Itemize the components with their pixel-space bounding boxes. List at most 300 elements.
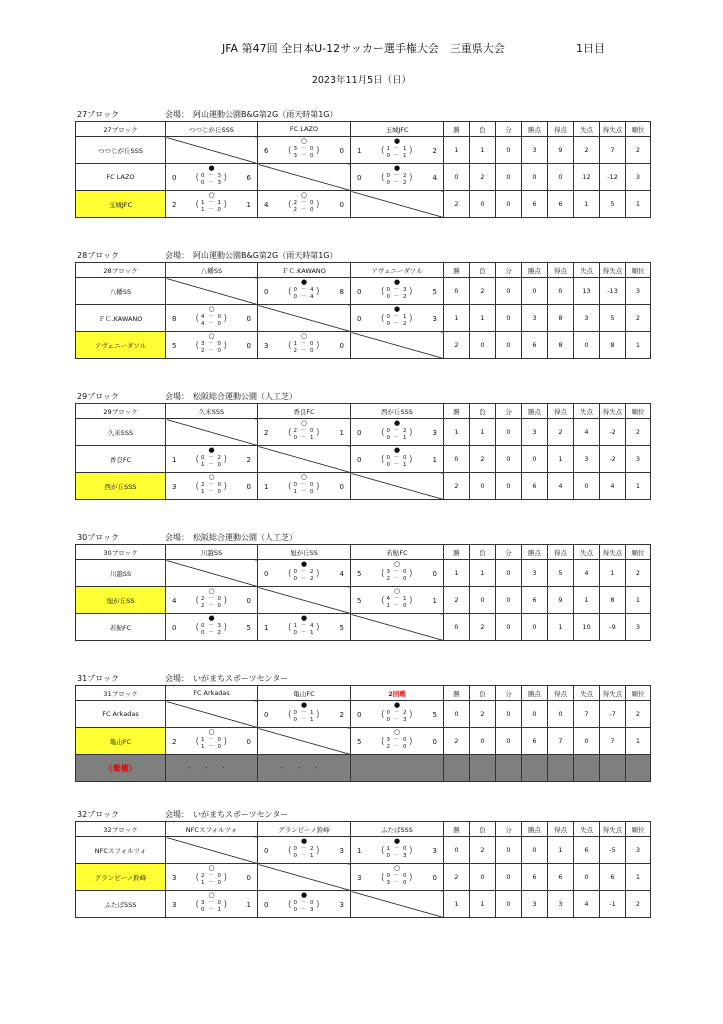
stat-value: 1 (470, 891, 496, 918)
result-mark: ● (208, 446, 215, 454)
stat-header: 勝点 (522, 545, 548, 560)
result-mark: ● (393, 278, 401, 286)
stat-value: 2 (470, 837, 496, 864)
stat-value: 9 (548, 587, 574, 614)
diagonal-cell (166, 137, 258, 164)
first-half-score: 2 － 0 (293, 428, 315, 434)
second-half-score: 0 － 1 (293, 717, 315, 723)
stat-header: 得失点 (600, 122, 626, 137)
team-header: つつじが丘SSS (166, 122, 258, 137)
stat-value: 2 (444, 332, 470, 359)
paren-close: ) (316, 846, 320, 856)
score-against: 0 (432, 874, 437, 882)
stat-value: 0 (574, 728, 600, 755)
stat-value (444, 755, 470, 782)
stat-value: 0 (548, 278, 574, 305)
diagonal-cell (258, 305, 351, 332)
paren-open: ( (195, 455, 200, 465)
stat-value: 1 (444, 305, 470, 332)
stat-value: 1 (626, 864, 651, 891)
score-for: 0 (357, 288, 362, 296)
stat-value: 1 (626, 191, 651, 218)
diagonal-cell (351, 755, 444, 782)
stat-header: 得点 (548, 545, 574, 560)
stat-header: 分 (496, 822, 522, 837)
stat-value: 0 (522, 701, 548, 728)
block-number: 27ブロック (77, 110, 120, 119)
team-name: アヴェニーダソル (76, 332, 166, 359)
stat-value: 13 (574, 278, 600, 305)
stat-header: 順位 (626, 686, 651, 701)
paren-close: ) (223, 873, 228, 883)
first-half-score: 3 － 0 (201, 341, 222, 347)
block-section (75, 389, 650, 500)
stat-value: 2 (626, 305, 651, 332)
stat-header: 得失点 (600, 822, 626, 837)
stat-value: 0 (444, 614, 470, 641)
stat-value: -12 (600, 164, 626, 191)
day-label: 1日目 (576, 42, 605, 55)
table-row (76, 728, 651, 755)
score-against: 4 (432, 174, 437, 182)
paren-close: ) (316, 569, 320, 579)
paren-close: ) (316, 200, 320, 210)
table-row (76, 837, 651, 864)
team-header: ＦＣ.KAWANO (258, 263, 351, 278)
second-half-score: 3 － 0 (386, 880, 408, 886)
paren-close: ) (223, 455, 228, 465)
table-row (76, 191, 651, 218)
stat-value: -5 (600, 837, 626, 864)
match-result-cell (351, 278, 444, 305)
match-result-cell (166, 446, 258, 473)
diagonal-cell (351, 473, 444, 500)
second-half-score: 0 － 1 (386, 153, 408, 159)
paren-open: ( (288, 710, 292, 720)
score-for: 3 (172, 901, 177, 909)
stat-value: 1 (626, 728, 651, 755)
diagonal-cell (351, 191, 444, 218)
score-against: 1 (432, 456, 437, 464)
paren-close: ) (223, 173, 228, 183)
first-half-score: 4 － 0 (201, 314, 222, 320)
stat-value: 1 (548, 614, 574, 641)
match-result-cell (166, 473, 258, 500)
stat-header: 負 (470, 822, 496, 837)
block-heading (75, 248, 650, 262)
block-venue: 会場： 阿山運動公園B&G第2G（雨天時第1G） (165, 110, 338, 119)
stat-value: -2 (600, 419, 626, 446)
team-name: 久米SSS (76, 419, 166, 446)
stat-header: 順位 (626, 263, 651, 278)
stat-value: 0 (522, 446, 548, 473)
stat-value: 1 (470, 419, 496, 446)
match-result-cell (166, 587, 258, 614)
team-name (76, 755, 166, 782)
score-for: 5 (172, 342, 177, 350)
match-result (351, 305, 443, 331)
score-for: 1 (264, 483, 269, 491)
stat-header: 分 (496, 686, 522, 701)
second-half-score: 2 － 0 (293, 207, 315, 213)
score-against: 1 (246, 901, 251, 909)
match-result (166, 191, 257, 217)
stat-value: 0 (496, 164, 522, 191)
team-header: アヴェニーダソル (351, 263, 444, 278)
team-name: NFCスフォルツォ (76, 837, 166, 864)
match-result-cell (351, 837, 444, 864)
team-name: つつじが丘SSS (76, 137, 166, 164)
stat-value: 2 (626, 419, 651, 446)
block-number: 29ブロック (77, 392, 120, 401)
block-number: 28ブロック (77, 251, 120, 260)
stat-header: 順位 (626, 404, 651, 419)
stat-value: 3 (574, 305, 600, 332)
stat-header: 失点 (574, 404, 600, 419)
stat-header: 得失点 (600, 686, 626, 701)
stat-value: 0 (522, 278, 548, 305)
block-name-header: 32ブロック (76, 822, 166, 837)
first-half-score: 0 － 2 (386, 428, 408, 434)
block-number: 32ブロック (77, 810, 120, 819)
stat-value: 12 (574, 164, 600, 191)
paren-open: ( (195, 596, 200, 606)
match-result-cell (258, 473, 351, 500)
result-mark: ● (300, 560, 308, 568)
diagonal-cell (351, 891, 444, 918)
result-mark: ● (393, 164, 401, 172)
score-for: 3 (264, 342, 269, 350)
first-half-score: 0 － 4 (293, 287, 315, 293)
paren-open: ( (381, 455, 385, 465)
result-mark: ● (300, 837, 308, 845)
team-header: 八幡SS (166, 263, 258, 278)
block-number: 30ブロック (77, 533, 120, 542)
stat-value: 0 (496, 891, 522, 918)
paren-close: ) (409, 737, 413, 747)
stat-header: 勝 (444, 122, 470, 137)
first-half-score: 0 － 0 (386, 455, 408, 461)
block-heading (75, 107, 650, 121)
stat-header: 分 (496, 263, 522, 278)
score-for: 5 (357, 597, 362, 605)
stat-value: 3 (574, 446, 600, 473)
first-half-score: 3 － 0 (386, 569, 408, 575)
stat-value: 2 (548, 419, 574, 446)
second-half-score: 2 － 0 (201, 348, 222, 354)
second-half-score: 1 － 0 (201, 744, 222, 750)
score-against: 0 (339, 483, 344, 491)
score-against: 5 (432, 288, 437, 296)
stat-value (548, 755, 574, 782)
paren-close: ) (409, 846, 413, 856)
diagonal-cell (166, 837, 258, 864)
score-for: 0 (264, 901, 269, 909)
match-result-cell (351, 587, 444, 614)
block-name-header: 28ブロック (76, 263, 166, 278)
match-result-cell (258, 278, 351, 305)
stat-value: 0 (470, 587, 496, 614)
first-half-score: 2 － 0 (293, 200, 315, 206)
stat-value: 3 (626, 278, 651, 305)
stat-value: 2 (444, 587, 470, 614)
score-against: 0 (339, 147, 344, 155)
diagonal-cell (166, 701, 258, 728)
block-section (75, 107, 650, 218)
stat-value: 1 (574, 587, 600, 614)
stat-header: 勝点 (522, 263, 548, 278)
result-mark: ● (393, 137, 401, 145)
paren-open: ( (195, 737, 200, 747)
team-name: 八幡SS (76, 278, 166, 305)
second-half-score: 0 － 3 (293, 907, 315, 913)
stat-value: 0 (548, 701, 574, 728)
tournament-title: JFA 第47回 全日本U-12サッカー選手権大会 三重県大会 (222, 42, 505, 55)
second-half-score: 0 － 2 (386, 321, 408, 327)
stat-value: 3 (522, 305, 548, 332)
paren-open: ( (195, 900, 200, 910)
stat-header: 得点 (548, 822, 574, 837)
result-mark: ○ (208, 728, 215, 736)
stat-value: 2 (626, 137, 651, 164)
standings-table (75, 685, 651, 782)
standings-table (75, 821, 651, 918)
withdrawn-cell (258, 755, 351, 782)
result-mark: ○ (300, 191, 308, 199)
first-half-score: 3 － 0 (386, 737, 408, 743)
score-for: 3 (357, 874, 362, 882)
stat-value: 1 (470, 305, 496, 332)
paren-open: ( (195, 173, 200, 183)
stat-header: 勝 (444, 404, 470, 419)
stat-header: 負 (470, 122, 496, 137)
team-name: FC LAZO (76, 164, 166, 191)
stat-value: 0 (496, 137, 522, 164)
score-against: 0 (246, 597, 251, 605)
stat-value: 6 (548, 864, 574, 891)
paren-close: ) (223, 900, 228, 910)
match-result (351, 864, 443, 890)
match-result (166, 587, 257, 613)
score-against: 3 (432, 429, 437, 437)
match-result-cell (258, 614, 351, 641)
stat-value: 1 (548, 446, 574, 473)
stat-header: 勝 (444, 822, 470, 837)
team-name: FC Arkadas (76, 701, 166, 728)
result-mark: ○ (393, 864, 401, 872)
match-result-cell (258, 560, 351, 587)
match-result-cell (166, 305, 258, 332)
stat-value: 0 (444, 446, 470, 473)
stat-header: 得点 (548, 404, 574, 419)
score-against: 3 (339, 847, 344, 855)
stat-value: 2 (626, 701, 651, 728)
paren-open: ( (288, 569, 292, 579)
stat-value: 8 (600, 587, 626, 614)
match-result-cell (351, 728, 444, 755)
score-against: 1 (246, 201, 251, 209)
diagonal-cell (166, 560, 258, 587)
score-against: 0 (246, 342, 251, 350)
paren-open: ( (288, 900, 292, 910)
match-result-cell (351, 419, 444, 446)
score-against: 8 (339, 288, 344, 296)
stat-value: 0 (470, 864, 496, 891)
team-name: ふたばSSS (76, 891, 166, 918)
match-result (258, 137, 350, 163)
stat-header: 失点 (574, 122, 600, 137)
second-half-score: 2 － 0 (293, 348, 315, 354)
stat-value: 0 (522, 614, 548, 641)
second-half-score: 1 － 0 (201, 880, 222, 886)
score-against: 5 (432, 711, 437, 719)
paren-close: ) (316, 428, 320, 438)
stat-value: 1 (548, 837, 574, 864)
stat-value: 9 (548, 137, 574, 164)
stat-value: 0 (522, 837, 548, 864)
table-row (76, 587, 651, 614)
paren-close: ) (316, 710, 320, 720)
stat-header: 失点 (574, 263, 600, 278)
paren-close: ) (409, 710, 413, 720)
stat-value: 3 (626, 164, 651, 191)
paren-open: ( (381, 569, 385, 579)
header-row (76, 545, 651, 560)
stat-header: 順位 (626, 122, 651, 137)
second-half-score: 1 － 0 (201, 489, 222, 495)
score-against: 3 (432, 315, 437, 323)
stat-value: 3 (522, 419, 548, 446)
stat-header: 順位 (626, 822, 651, 837)
stat-value: -1 (600, 891, 626, 918)
match-result-cell (258, 332, 351, 359)
diagonal-cell (166, 278, 258, 305)
table-row (76, 614, 651, 641)
score-for: 0 (172, 174, 177, 182)
stat-value: 7 (574, 701, 600, 728)
result-mark: ○ (208, 864, 215, 872)
team-header: 若鮎FC (351, 545, 444, 560)
score-against: 4 (339, 570, 344, 578)
header-row (76, 822, 651, 837)
team-name: 玉城JFC (76, 191, 166, 218)
first-half-score: 4 － 1 (386, 596, 408, 602)
stat-value: 1 (470, 137, 496, 164)
paren-open: ( (288, 846, 292, 856)
stat-value: 7 (600, 728, 626, 755)
match-result-cell (166, 891, 258, 918)
stat-value: 0 (496, 560, 522, 587)
score-for: 0 (357, 456, 362, 464)
second-half-score: 0 － 4 (293, 294, 315, 300)
standings-table (75, 544, 651, 641)
stat-value: 1 (626, 332, 651, 359)
stat-value (600, 755, 626, 782)
diagonal-cell (258, 728, 351, 755)
stat-value: 2 (470, 278, 496, 305)
stat-value: 3 (522, 891, 548, 918)
match-result-cell (166, 864, 258, 891)
first-half-score: 0 － 2 (386, 710, 408, 716)
paren-close: ) (316, 146, 320, 156)
stat-value: 0 (444, 701, 470, 728)
block-heading (75, 389, 650, 403)
match-result (258, 419, 350, 445)
result-mark: ● (393, 446, 401, 454)
stat-value: 5 (548, 560, 574, 587)
match-result (351, 587, 443, 613)
stat-value: 0 (496, 728, 522, 755)
table-row (76, 755, 651, 782)
score-for: 1 (357, 847, 362, 855)
paren-open: ( (195, 623, 200, 633)
stat-value: 6 (522, 864, 548, 891)
stat-value: 0 (496, 446, 522, 473)
stat-value: 6 (548, 191, 574, 218)
match-result (258, 701, 350, 727)
team-header: FC Arkadas (166, 686, 258, 701)
match-result-cell (351, 305, 444, 332)
match-result (351, 164, 443, 190)
stat-value: 1 (574, 191, 600, 218)
stat-value: 3 (522, 560, 548, 587)
stat-header: 勝点 (522, 404, 548, 419)
match-result (258, 837, 350, 863)
paren-close: ) (316, 287, 320, 297)
table-row (76, 864, 651, 891)
score-against: 2 (432, 147, 437, 155)
stat-value: 0 (496, 837, 522, 864)
first-half-score: 1 － 0 (201, 737, 222, 743)
block-heading (75, 807, 650, 821)
second-half-score: 0 － 1 (201, 907, 222, 913)
stat-value: 0 (444, 837, 470, 864)
stat-value (626, 755, 651, 782)
table-row (76, 446, 651, 473)
stat-value: -2 (600, 446, 626, 473)
result-mark: ○ (208, 587, 215, 595)
first-half-score: 1 － 1 (201, 200, 222, 206)
paren-open: ( (381, 710, 385, 720)
paren-close: ) (316, 482, 320, 492)
match-result-cell (351, 560, 444, 587)
result-mark: ○ (393, 728, 401, 736)
match-result-cell (351, 446, 444, 473)
stat-value: 0 (522, 164, 548, 191)
block-section (75, 671, 650, 782)
stat-value: 2 (470, 614, 496, 641)
stat-value (496, 755, 522, 782)
second-half-score: 0 － 3 (386, 853, 408, 859)
result-mark: ● (300, 614, 308, 622)
standings-table (75, 403, 651, 500)
match-result-cell (166, 332, 258, 359)
stat-value: 6 (600, 864, 626, 891)
stat-value: 1 (470, 560, 496, 587)
stat-value: 2 (574, 137, 600, 164)
team-name: 旭が丘SS (76, 587, 166, 614)
match-result (351, 137, 443, 163)
score-for: 1 (357, 147, 362, 155)
result-mark: ○ (208, 191, 215, 199)
stat-value: 0 (444, 278, 470, 305)
second-half-score: 2 － 0 (386, 576, 408, 582)
result-mark: ○ (300, 473, 308, 481)
score-for: 4 (172, 597, 177, 605)
paren-open: ( (288, 428, 292, 438)
block-venue: 会場： 松阪総合運動公園（人工芝） (165, 392, 297, 401)
paren-close: ) (409, 873, 413, 883)
